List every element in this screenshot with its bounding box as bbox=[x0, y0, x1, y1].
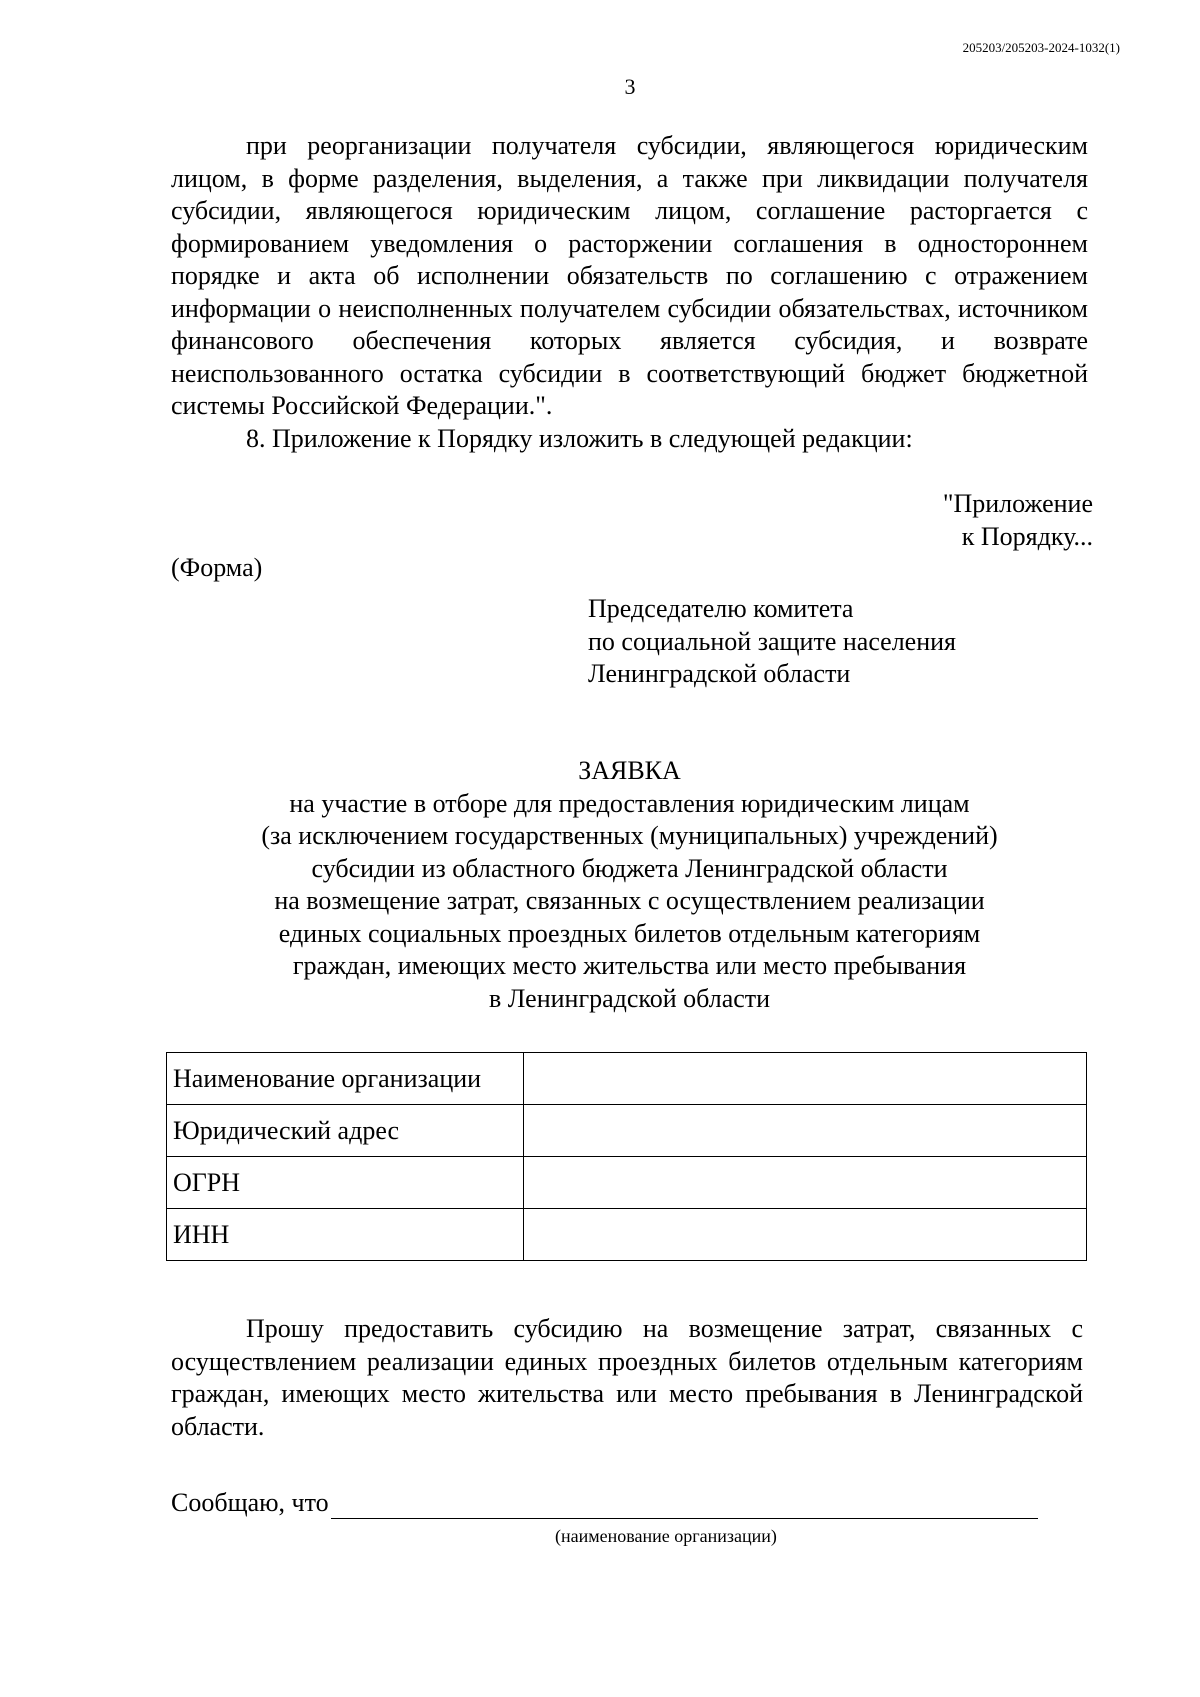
table-value-cell[interactable] bbox=[524, 1157, 1087, 1209]
organization-info-table bbox=[166, 1052, 1087, 1261]
table-row bbox=[167, 1105, 1087, 1157]
table-row bbox=[167, 1053, 1087, 1105]
appendix-reference bbox=[943, 488, 1093, 553]
title-line: на возмещение затрат, связанных с осуществлением реализации bbox=[274, 886, 985, 915]
form-label: (Форма) bbox=[171, 553, 263, 582]
paragraph-reorganization: при реорганизации получателя субсидии, являющегося юридическим лицом, в форме разделения, выделения, а также при ликвидации получателя субсидии, являющегося юридическим лицом, соглашение расторгается с формированием уведомления о расторжении соглашения в одностороннем порядке и акта об исполнении обязательств по соглашению с отражением информации о неисполненных получателем субсидии обязательствах, источником финансового обеспечения которых является субсидия, и возврате неиспользованного остатка субсидии в соответствующий бюджет бюджетной системы Российской Федерации.". bbox=[171, 131, 1088, 420]
table-value-cell[interactable] bbox=[524, 1053, 1087, 1105]
table-label-cell: ИНН bbox=[167, 1209, 524, 1261]
table-row bbox=[167, 1209, 1087, 1261]
addressee-line: по социальной защите населения bbox=[588, 626, 957, 656]
document-id: 205203/205203-2024-1032(1) bbox=[962, 40, 1120, 55]
table-label-cell: Юридический адрес bbox=[167, 1105, 524, 1157]
appendix-reference-line: "Приложение bbox=[942, 489, 1093, 518]
title-line: граждан, имеющих место жительства или место пребывания bbox=[292, 951, 967, 980]
application-title bbox=[171, 755, 1088, 1015]
title-heading: ЗАЯВКА bbox=[578, 756, 681, 785]
title-line: субсидии из областного бюджета Ленинградской области bbox=[311, 853, 948, 883]
addressee-line: Ленинградской области bbox=[588, 659, 851, 688]
title-line: на участие в отборе для предоставления юридическим лицам bbox=[289, 788, 970, 818]
organization-name-caption: (наименование организации) bbox=[555, 1526, 777, 1546]
table-label-cell: ОГРН bbox=[167, 1157, 524, 1209]
table-value-cell[interactable] bbox=[524, 1105, 1087, 1157]
paragraph-item-8: 8. Приложение к Порядку изложить в следующей редакции: bbox=[246, 424, 913, 453]
addressee-line: Председателю комитета bbox=[588, 594, 854, 623]
title-line: в Ленинградской области bbox=[488, 983, 771, 1013]
organization-name-blank[interactable] bbox=[331, 1492, 1038, 1519]
page-number: 3 bbox=[624, 74, 636, 99]
title-line: (за исключением государственных (муниципальных) учреждений) bbox=[261, 821, 998, 850]
table-row bbox=[167, 1157, 1087, 1209]
report-prefix: Сообщаю, что bbox=[171, 1488, 329, 1517]
table-label-cell: Наименование организации bbox=[167, 1053, 524, 1105]
appendix-reference-line: к Порядку... bbox=[961, 521, 1093, 551]
addressee-block bbox=[588, 593, 956, 691]
report-line bbox=[171, 1487, 1038, 1519]
title-line: единых социальных проездных билетов отдельным категориям bbox=[278, 918, 981, 948]
paragraph-request: Прошу предоставить субсидию на возмещение затрат, связанных с осуществлением реализации единых проездных билетов отдельным категориям граждан, имеющих место жительства или место пребывания в Ленинградской области. bbox=[171, 1314, 1083, 1441]
table-value-cell[interactable] bbox=[524, 1209, 1087, 1261]
